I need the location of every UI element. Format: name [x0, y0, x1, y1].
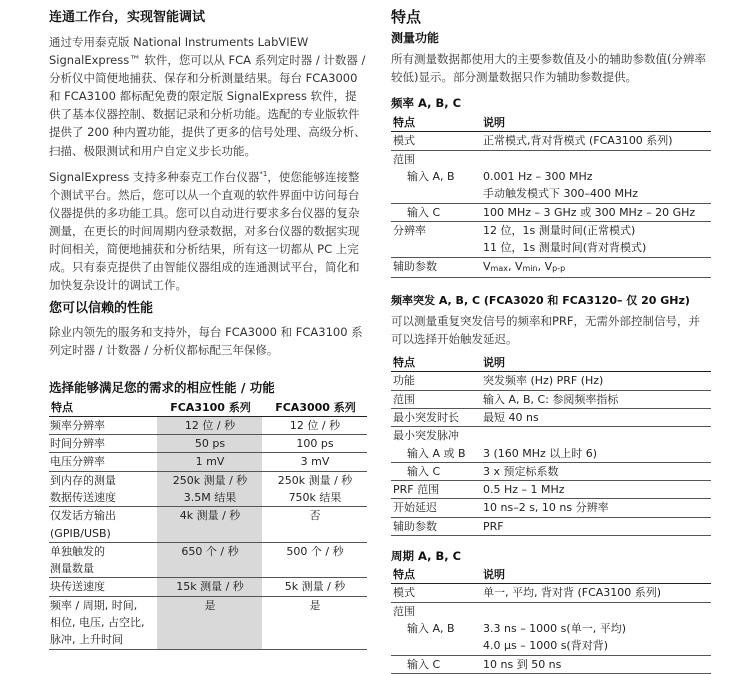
table-header-row: [391, 566, 711, 584]
table-row: [391, 655, 711, 673]
cell-feature: 频率 / 周期, 时间,: [50, 598, 138, 612]
cell-fca3000: [262, 614, 367, 631]
text-fragment: SignalExpress 支持多种泰克工作台仪器: [49, 169, 260, 184]
cell-value: 突发频率 (Hz) PRF (Hz): [481, 372, 711, 390]
cell-key: [391, 637, 481, 655]
cell-value: 10 ns 到 50 ns: [481, 655, 711, 673]
cell-value: 4.0 µs – 1000 s(背对背): [481, 637, 711, 655]
cell-fca3100: 250k 测量 / 秒: [157, 471, 262, 489]
cell-fca3100: [157, 631, 262, 649]
cell-key: 辅助参数: [391, 517, 481, 535]
cell-fca3100: 15k 测量 / 秒: [157, 578, 262, 596]
cell-value: 0.001 Hz – 300 MHz: [483, 170, 593, 184]
cell-value: 正常模式,背对背模式 (FCA3100 系列): [481, 132, 711, 150]
table-row: [391, 168, 711, 185]
cell-fca3100: 3.5M 结果: [157, 489, 262, 507]
cell-fca3100: 50 ps: [157, 435, 262, 453]
subscript: min: [522, 263, 538, 273]
table-row: [391, 203, 711, 221]
paragraph-signalexpress-intro: 通过专用泰克版 National Instruments LabVIEW SignalExpress™ 软件，您可以从 FCA 系列定时器 / 计数器 / 分析仪中简便地捕获、保存和分析测量结果。每台 FCA3000 和 FCA3100 都标配免费的限定版 SignalExpress 软件，提供了基本仪器控制、数据记录和分析功能。选配的专业版软件提供了 200 种内置功能，提供了更多的信号处理、高级分析、扫描、极限测试和用户自定义步长功能。: [49, 35, 366, 158]
paragraph-signalexpress-support: [49, 168, 367, 295]
cell-fca3100: 1 mV: [157, 453, 262, 471]
cell-fca3000: [262, 631, 367, 649]
table-row: [391, 372, 711, 390]
header-description: 说明: [481, 354, 711, 372]
table-header-row: [391, 114, 711, 132]
section-heading-performance: 您可以信赖的性能: [49, 301, 154, 317]
cell-value: 输入 A, B, C: 参阅频率指标: [481, 390, 711, 408]
page-section-title: 特点: [391, 8, 422, 26]
cell-value: 手动触发模式下 300–400 MHz: [481, 185, 711, 203]
table-row: [49, 578, 367, 596]
cell-value: [481, 427, 711, 445]
frequency-table: [391, 114, 711, 278]
footnote-ref: *1: [259, 169, 268, 178]
cell-value: PRF: [481, 517, 711, 535]
table-row: [391, 239, 711, 257]
cell-value: 12 位，1s 测量时间(正常模式): [483, 223, 636, 237]
cell-value: [481, 150, 711, 168]
cell-fca3000: 750k 结果: [262, 489, 367, 507]
table-row: [49, 614, 367, 631]
table-row: [391, 620, 711, 637]
cell-key: [391, 239, 481, 257]
right-column: [391, 0, 711, 674]
subheading-measurement-functions: 测量功能: [391, 31, 440, 45]
cell-key: 分辨率: [393, 223, 426, 237]
cell-value-aux-params: [481, 257, 711, 277]
cell-fca3000: 3 mV: [262, 453, 367, 471]
paragraph-measurement-intro: 所有测量数据都使用大的主要参数值及小的辅助参数值(分辨率较低)显示。部分测量数据只作为辅助参数提供。: [391, 52, 706, 85]
cell-feature: 单独触发的: [50, 544, 105, 558]
table-row: [49, 489, 367, 507]
header-description: 说明: [481, 114, 711, 132]
table-row: [391, 584, 711, 602]
table-row: [391, 390, 711, 408]
table-row: [391, 499, 711, 517]
header-feature: 特点: [391, 354, 481, 372]
table-row: [49, 525, 367, 543]
table-row: [49, 596, 367, 614]
paragraph-burst-intro: 可以测量重复突发信号的频率和PRF，无需外部控制信号，并可以选择开始触发延迟。: [391, 313, 701, 346]
cell-feature: (GPIB/USB): [49, 525, 157, 543]
cell-fca3000: 否: [309, 509, 321, 523]
table-row: [391, 445, 711, 463]
table-row: [49, 507, 367, 525]
table-header-row: [391, 354, 711, 372]
text-fragment: , V: [507, 259, 523, 273]
cell-feature: 仅发话方输出: [50, 509, 116, 523]
table-row: [391, 481, 711, 499]
header-feature: 特点: [49, 399, 157, 417]
cell-value: [481, 602, 711, 620]
cell-value: 3 x 预定标系数: [481, 462, 711, 480]
table-row: [391, 462, 711, 480]
subscript: p-p: [552, 263, 566, 273]
cell-fca3000: [262, 560, 367, 578]
table-row: [391, 517, 711, 535]
header-feature: 特点: [391, 566, 481, 584]
cell-feature: 频率分辨率: [49, 416, 157, 434]
table-row: [391, 257, 711, 277]
cell-key: 输入 C: [391, 655, 481, 673]
table-row: [49, 560, 367, 578]
cell-value: 3 (160 MHz 以上时 6): [481, 445, 711, 463]
table-row: [391, 408, 711, 426]
cell-key: 最小突发时长: [391, 408, 481, 426]
cell-value: 11 位，1s 测量时间(背对背模式): [481, 239, 711, 257]
cell-key: 输入 A 或 B: [391, 445, 481, 463]
cell-fca3100: [157, 614, 262, 631]
cell-feature: 块传送速度: [49, 578, 157, 596]
cell-fca3100: 4k 测量 / 秒: [157, 507, 262, 525]
text-fragment: , V: [537, 259, 553, 273]
cell-key: 范围: [393, 604, 415, 618]
cell-fca3000: 5k 测量 / 秒: [262, 578, 367, 596]
table-row: [391, 637, 711, 655]
cell-fca3000: 500 个 / 秒: [286, 544, 344, 558]
burst-title: 频率突发 A, B, C (FCA3020 和 FCA3120– 仅 20 GHz): [391, 293, 690, 307]
table-row: [49, 631, 367, 649]
header-fca3100: FCA3100 系列: [157, 399, 262, 417]
frequency-title: 频率 A, B, C: [391, 96, 462, 111]
period-table: [391, 566, 711, 674]
cell-key: 输入 A, B: [407, 621, 455, 635]
cell-key: 最小突发脉冲: [393, 429, 459, 443]
header-fca3000: FCA3000 系列: [262, 399, 367, 417]
table-header-row: [49, 399, 367, 417]
table-row: [49, 542, 367, 560]
cell-value: 10 ns–2 s, 10 ns 分辨率: [481, 499, 711, 517]
table-row: [391, 427, 711, 445]
cell-fca3000: 100 ps: [262, 435, 367, 453]
cell-value: 3.3 ns – 1000 s(单一, 平均): [483, 621, 626, 635]
table-row: [391, 150, 711, 168]
section-heading-select-performance: 选择能够满足您的需求的相应性能 / 功能: [49, 379, 275, 395]
text-fragment: V: [483, 259, 491, 273]
cell-key: 范围: [393, 152, 415, 166]
table-row: [391, 602, 711, 620]
cell-fca3100: 12 位 / 秒: [157, 416, 262, 434]
cell-feature: 电压分辨率: [49, 453, 157, 471]
table-row: [49, 453, 367, 471]
cell-fca3100: 650 个 / 秒: [157, 542, 262, 560]
cell-fca3000: 250k 测量 / 秒: [277, 473, 353, 487]
cell-value: 最短 40 ns: [481, 408, 711, 426]
cell-feature: 相位, 电压, 占空比,: [50, 616, 145, 630]
cell-feature: 到内存的测量: [50, 473, 116, 487]
cell-value: 0.5 Hz – 1 MHz: [481, 481, 711, 499]
table-row: [49, 435, 367, 453]
paragraph-warranty: 除业内领先的服务和支持外，每台 FCA3000 和 FCA3100 系列定时器 / 计数器 / 分析仪都标配三年保修。: [49, 325, 363, 358]
cell-key: 开始延迟: [391, 499, 481, 517]
cell-feature: 数据传送速度: [49, 489, 157, 507]
cell-key: 模式: [391, 584, 481, 602]
table-row: [391, 221, 711, 239]
cell-key: 功能: [391, 372, 481, 390]
cell-fca3000: 是: [309, 598, 321, 612]
period-title: 周期 A, B, C: [391, 549, 462, 564]
cell-key: [391, 185, 481, 203]
header-description: 说明: [481, 566, 711, 584]
cell-feature: 脉冲, 上升时间: [49, 631, 157, 649]
cell-fca3100: 是: [157, 596, 262, 614]
cell-fca3000: 12 位 / 秒: [262, 416, 367, 434]
header-feature: 特点: [391, 114, 481, 132]
table-row: [49, 471, 367, 489]
table-row: [49, 416, 367, 434]
cell-fca3100: [157, 525, 262, 543]
cell-key: 模式: [391, 132, 481, 150]
cell-feature: 测量数量: [49, 560, 157, 578]
cell-key: 辅助参数: [391, 257, 481, 277]
table-row: [391, 132, 711, 150]
cell-fca3000: [262, 525, 367, 543]
burst-table: [391, 354, 711, 536]
cell-feature: 时间分辨率: [49, 435, 157, 453]
left-column: [49, 0, 367, 650]
cell-key: 范围: [391, 390, 481, 408]
cell-key: 输入 A, B: [407, 170, 455, 184]
cell-key: 输入 C: [391, 203, 481, 221]
cell-key: 输入 C: [391, 462, 481, 480]
section-heading-connected-workbench: 连通工作台，实现智能调试: [49, 10, 206, 25]
text-fragment: ，使您能够连接整个测试平台。然后，您可以从一个直观的软件界面中访问每台仪器提供的多功能工具。您可以自动进行要求多台仪器的复杂测量，在更长的时间周期内登录数据，对多台仪器的数据实现时间相关，简便地捕获和分析结果，所有这一切都从 PC 上完成。只有泰克提供了由智能仪器组成的连通测试平台，简化和加快复杂设计的调试工作。: [49, 169, 360, 293]
subscript: max: [490, 263, 508, 273]
comparison-table: [49, 399, 367, 650]
cell-value: 单一, 平均, 背对背 (FCA3100 系列): [481, 584, 711, 602]
cell-value: 100 MHz – 3 GHz 或 300 MHz – 20 GHz: [481, 203, 711, 221]
cell-fca3100: [157, 560, 262, 578]
table-row: [391, 185, 711, 203]
cell-key: PRF 范围: [391, 481, 481, 499]
